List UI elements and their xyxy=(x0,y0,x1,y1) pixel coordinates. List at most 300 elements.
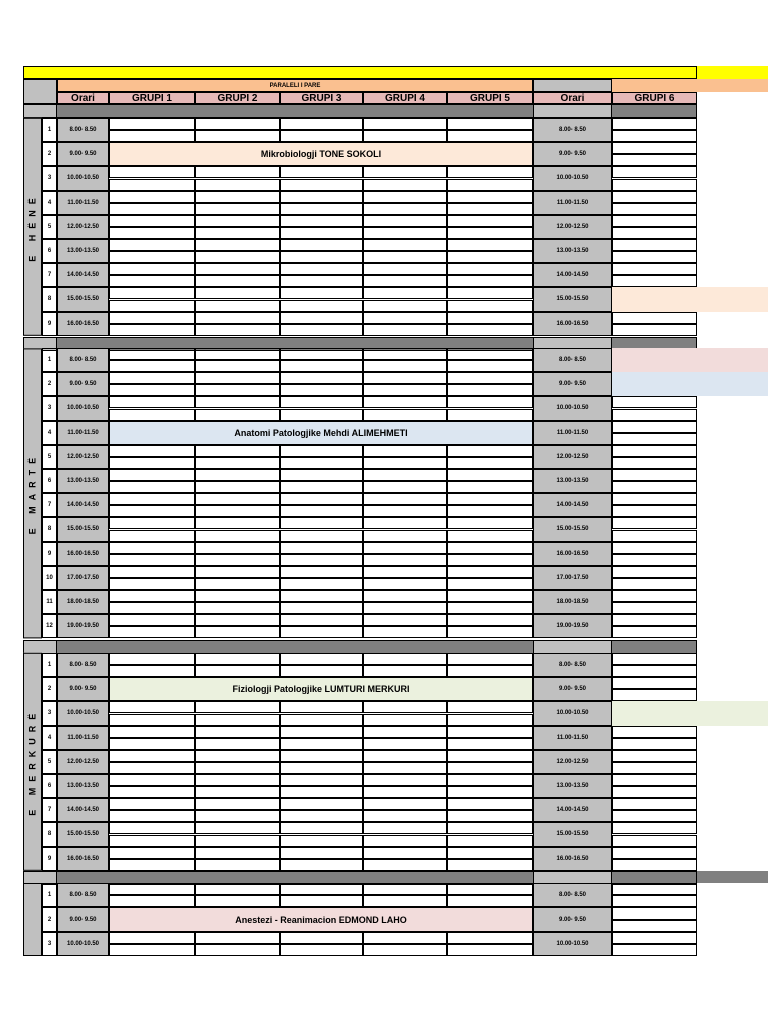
group-cell[interactable] xyxy=(109,409,195,421)
group-cell[interactable] xyxy=(195,275,280,287)
group-cell[interactable] xyxy=(195,409,280,421)
group-cell[interactable] xyxy=(447,590,533,602)
group-cell[interactable] xyxy=(447,493,533,505)
group6-cell[interactable] xyxy=(612,626,697,638)
group-cell[interactable] xyxy=(195,590,280,602)
group6-cell[interactable] xyxy=(612,786,697,798)
group-cell[interactable] xyxy=(109,786,195,798)
group6-cell[interactable] xyxy=(612,883,697,895)
group-cell[interactable] xyxy=(280,835,363,847)
group-cell[interactable] xyxy=(195,895,280,907)
group-cell[interactable] xyxy=(195,738,280,750)
group-cell[interactable] xyxy=(195,166,280,178)
group-cell[interactable] xyxy=(363,239,447,251)
group-cell[interactable] xyxy=(280,714,363,726)
group-cell[interactable] xyxy=(363,312,447,324)
group-cell[interactable] xyxy=(195,614,280,626)
group6-cell[interactable] xyxy=(612,810,697,822)
group-cell[interactable] xyxy=(109,203,195,215)
group-cell[interactable] xyxy=(447,118,533,130)
group-cell[interactable] xyxy=(195,847,280,859)
group-cell[interactable] xyxy=(195,263,280,275)
group-cell[interactable] xyxy=(447,602,533,614)
group-cell[interactable] xyxy=(280,118,363,130)
group-cell[interactable] xyxy=(280,701,363,713)
group-cell[interactable] xyxy=(195,822,280,834)
group-cell[interactable] xyxy=(447,835,533,847)
group-cell[interactable] xyxy=(109,653,195,665)
group-cell[interactable] xyxy=(363,762,447,774)
group-cell[interactable] xyxy=(195,300,280,312)
group-cell[interactable] xyxy=(447,227,533,239)
group-cell[interactable] xyxy=(109,324,195,336)
group-cell[interactable] xyxy=(447,287,533,299)
group6-cell[interactable] xyxy=(612,396,697,408)
group-cell[interactable] xyxy=(447,554,533,566)
group-cell[interactable] xyxy=(280,445,363,457)
group-cell[interactable] xyxy=(195,227,280,239)
group-cell[interactable] xyxy=(363,324,447,336)
group-cell[interactable] xyxy=(109,384,195,396)
group-cell[interactable] xyxy=(195,179,280,191)
group-cell[interactable] xyxy=(280,312,363,324)
group-cell[interactable] xyxy=(280,665,363,677)
group6-cell[interactable] xyxy=(612,505,697,517)
group-cell[interactable] xyxy=(363,847,447,859)
group-cell[interactable] xyxy=(280,505,363,517)
group-cell[interactable] xyxy=(363,750,447,762)
group6-cell[interactable] xyxy=(612,798,697,810)
group6-cell[interactable] xyxy=(612,566,697,578)
group-cell[interactable] xyxy=(109,542,195,554)
group-cell[interactable] xyxy=(363,384,447,396)
group-cell[interactable] xyxy=(447,614,533,626)
group6-cell[interactable] xyxy=(612,130,697,142)
group6-cell[interactable] xyxy=(612,239,697,251)
group-cell[interactable] xyxy=(195,774,280,786)
group-cell[interactable] xyxy=(195,762,280,774)
group6-cell[interactable] xyxy=(612,457,697,469)
group-cell[interactable] xyxy=(280,251,363,263)
group-cell[interactable] xyxy=(280,944,363,956)
group-cell[interactable] xyxy=(363,590,447,602)
group-cell[interactable] xyxy=(363,179,447,191)
group-cell[interactable] xyxy=(447,726,533,738)
group6-cell[interactable] xyxy=(612,847,697,859)
group-cell[interactable] xyxy=(280,275,363,287)
group-cell[interactable] xyxy=(280,469,363,481)
group-cell[interactable] xyxy=(447,895,533,907)
group-cell[interactable] xyxy=(447,847,533,859)
group-cell[interactable] xyxy=(109,251,195,263)
group-cell[interactable] xyxy=(280,578,363,590)
group-cell[interactable] xyxy=(363,396,447,408)
group-cell[interactable] xyxy=(447,566,533,578)
group-cell[interactable] xyxy=(363,738,447,750)
group6-cell[interactable] xyxy=(612,677,697,689)
group-cell[interactable] xyxy=(363,409,447,421)
group-cell[interactable] xyxy=(195,554,280,566)
group-cell[interactable] xyxy=(280,300,363,312)
group-cell[interactable] xyxy=(363,372,447,384)
group-cell[interactable] xyxy=(363,883,447,895)
group-cell[interactable] xyxy=(195,191,280,203)
group-cell[interactable] xyxy=(195,810,280,822)
group-cell[interactable] xyxy=(447,300,533,312)
group-cell[interactable] xyxy=(109,166,195,178)
group-cell[interactable] xyxy=(280,738,363,750)
group-cell[interactable] xyxy=(109,396,195,408)
group-cell[interactable] xyxy=(195,835,280,847)
group-cell[interactable] xyxy=(195,251,280,263)
group-cell[interactable] xyxy=(109,566,195,578)
group-cell[interactable] xyxy=(195,726,280,738)
group-cell[interactable] xyxy=(195,372,280,384)
group-cell[interactable] xyxy=(363,626,447,638)
group-cell[interactable] xyxy=(363,251,447,263)
group-cell[interactable] xyxy=(109,774,195,786)
group6-cell[interactable] xyxy=(612,215,697,227)
group-cell[interactable] xyxy=(109,191,195,203)
group6-cell[interactable] xyxy=(612,762,697,774)
group-cell[interactable] xyxy=(280,324,363,336)
group-cell[interactable] xyxy=(109,665,195,677)
group-cell[interactable] xyxy=(109,859,195,871)
group-cell[interactable] xyxy=(363,835,447,847)
group-cell[interactable] xyxy=(280,810,363,822)
group-cell[interactable] xyxy=(447,191,533,203)
group-cell[interactable] xyxy=(363,191,447,203)
group-cell[interactable] xyxy=(280,517,363,529)
group-cell[interactable] xyxy=(363,166,447,178)
group6-cell[interactable] xyxy=(612,774,697,786)
group-cell[interactable] xyxy=(280,822,363,834)
group6-cell[interactable] xyxy=(612,469,697,481)
group-cell[interactable] xyxy=(447,324,533,336)
group-cell[interactable] xyxy=(363,932,447,944)
group-cell[interactable] xyxy=(109,714,195,726)
group-cell[interactable] xyxy=(109,360,195,372)
group6-cell[interactable] xyxy=(612,421,697,433)
group-cell[interactable] xyxy=(447,130,533,142)
group-cell[interactable] xyxy=(195,348,280,360)
group-cell[interactable] xyxy=(363,130,447,142)
group-cell[interactable] xyxy=(363,822,447,834)
group6-cell[interactable] xyxy=(612,191,697,203)
group-cell[interactable] xyxy=(195,481,280,493)
group-cell[interactable] xyxy=(109,738,195,750)
group-cell[interactable] xyxy=(363,810,447,822)
group-cell[interactable] xyxy=(447,396,533,408)
group-cell[interactable] xyxy=(447,166,533,178)
group-cell[interactable] xyxy=(109,554,195,566)
group-cell[interactable] xyxy=(280,602,363,614)
group6-cell[interactable] xyxy=(612,542,697,554)
group-cell[interactable] xyxy=(109,348,195,360)
group-cell[interactable] xyxy=(280,227,363,239)
group-cell[interactable] xyxy=(447,701,533,713)
group6-cell[interactable] xyxy=(612,409,697,421)
group-cell[interactable] xyxy=(363,457,447,469)
group-cell[interactable] xyxy=(195,312,280,324)
group-cell[interactable] xyxy=(363,774,447,786)
group-cell[interactable] xyxy=(447,542,533,554)
group-cell[interactable] xyxy=(447,738,533,750)
group6-cell[interactable] xyxy=(612,142,697,154)
group-cell[interactable] xyxy=(363,786,447,798)
group-cell[interactable] xyxy=(280,348,363,360)
group-cell[interactable] xyxy=(109,300,195,312)
group-cell[interactable] xyxy=(109,835,195,847)
group-cell[interactable] xyxy=(195,798,280,810)
group6-cell[interactable] xyxy=(612,835,697,847)
group-cell[interactable] xyxy=(280,859,363,871)
group-cell[interactable] xyxy=(447,312,533,324)
group-cell[interactable] xyxy=(109,263,195,275)
group-cell[interactable] xyxy=(195,750,280,762)
group-cell[interactable] xyxy=(447,263,533,275)
group6-cell[interactable] xyxy=(612,554,697,566)
group6-cell[interactable] xyxy=(612,445,697,457)
group-cell[interactable] xyxy=(280,166,363,178)
group-cell[interactable] xyxy=(280,726,363,738)
group-cell[interactable] xyxy=(280,626,363,638)
group-cell[interactable] xyxy=(195,493,280,505)
group-cell[interactable] xyxy=(363,287,447,299)
group-cell[interactable] xyxy=(363,614,447,626)
group-cell[interactable] xyxy=(447,626,533,638)
group-cell[interactable] xyxy=(447,179,533,191)
group-cell[interactable] xyxy=(195,626,280,638)
group-cell[interactable] xyxy=(195,445,280,457)
group-cell[interactable] xyxy=(280,457,363,469)
group-cell[interactable] xyxy=(447,665,533,677)
group-cell[interactable] xyxy=(195,360,280,372)
group-cell[interactable] xyxy=(195,130,280,142)
group-cell[interactable] xyxy=(109,944,195,956)
group-cell[interactable] xyxy=(109,822,195,834)
group-cell[interactable] xyxy=(195,203,280,215)
group-cell[interactable] xyxy=(447,822,533,834)
group-cell[interactable] xyxy=(109,239,195,251)
group-cell[interactable] xyxy=(109,626,195,638)
group-cell[interactable] xyxy=(195,530,280,542)
group-cell[interactable] xyxy=(447,774,533,786)
group-cell[interactable] xyxy=(280,191,363,203)
group-cell[interactable] xyxy=(109,883,195,895)
group-cell[interactable] xyxy=(363,701,447,713)
group-cell[interactable] xyxy=(447,750,533,762)
group-cell[interactable] xyxy=(195,324,280,336)
group-cell[interactable] xyxy=(447,457,533,469)
group-cell[interactable] xyxy=(109,469,195,481)
group6-cell[interactable] xyxy=(612,481,697,493)
group-cell[interactable] xyxy=(109,457,195,469)
group-cell[interactable] xyxy=(195,542,280,554)
group-cell[interactable] xyxy=(363,714,447,726)
group-cell[interactable] xyxy=(447,944,533,956)
group-cell[interactable] xyxy=(280,409,363,421)
group-cell[interactable] xyxy=(195,578,280,590)
group-cell[interactable] xyxy=(195,701,280,713)
group-cell[interactable] xyxy=(447,481,533,493)
group-cell[interactable] xyxy=(280,554,363,566)
group-cell[interactable] xyxy=(447,384,533,396)
group-cell[interactable] xyxy=(363,944,447,956)
group6-cell[interactable] xyxy=(612,154,697,166)
group-cell[interactable] xyxy=(363,203,447,215)
group6-cell[interactable] xyxy=(612,907,697,919)
group-cell[interactable] xyxy=(447,798,533,810)
group-cell[interactable] xyxy=(109,590,195,602)
group-cell[interactable] xyxy=(280,179,363,191)
group-cell[interactable] xyxy=(280,203,363,215)
group-cell[interactable] xyxy=(280,762,363,774)
group-cell[interactable] xyxy=(447,203,533,215)
group-cell[interactable] xyxy=(447,653,533,665)
group-cell[interactable] xyxy=(363,566,447,578)
group6-cell[interactable] xyxy=(612,665,697,677)
group-cell[interactable] xyxy=(109,847,195,859)
group6-cell[interactable] xyxy=(612,227,697,239)
group-cell[interactable] xyxy=(195,287,280,299)
group-cell[interactable] xyxy=(447,275,533,287)
group-cell[interactable] xyxy=(447,883,533,895)
group-cell[interactable] xyxy=(280,750,363,762)
group6-cell[interactable] xyxy=(612,530,697,542)
group-cell[interactable] xyxy=(109,614,195,626)
group-cell[interactable] xyxy=(363,726,447,738)
group-cell[interactable] xyxy=(363,665,447,677)
group-cell[interactable] xyxy=(447,517,533,529)
group6-cell[interactable] xyxy=(612,517,697,529)
group6-cell[interactable] xyxy=(612,251,697,263)
group6-cell[interactable] xyxy=(612,263,697,275)
group-cell[interactable] xyxy=(363,602,447,614)
group-cell[interactable] xyxy=(447,505,533,517)
group6-cell[interactable] xyxy=(612,726,697,738)
group-cell[interactable] xyxy=(109,215,195,227)
group-cell[interactable] xyxy=(363,275,447,287)
group-cell[interactable] xyxy=(447,348,533,360)
group-cell[interactable] xyxy=(363,360,447,372)
group-cell[interactable] xyxy=(447,762,533,774)
group6-cell[interactable] xyxy=(612,944,697,956)
group-cell[interactable] xyxy=(280,847,363,859)
group6-cell[interactable] xyxy=(612,653,697,665)
group-cell[interactable] xyxy=(447,251,533,263)
group-cell[interactable] xyxy=(195,665,280,677)
group-cell[interactable] xyxy=(195,859,280,871)
group-cell[interactable] xyxy=(447,578,533,590)
group-cell[interactable] xyxy=(280,774,363,786)
group-cell[interactable] xyxy=(447,372,533,384)
group-cell[interactable] xyxy=(109,762,195,774)
group-cell[interactable] xyxy=(280,215,363,227)
group-cell[interactable] xyxy=(195,469,280,481)
group-cell[interactable] xyxy=(280,530,363,542)
group-cell[interactable] xyxy=(363,578,447,590)
group-cell[interactable] xyxy=(363,517,447,529)
group-cell[interactable] xyxy=(195,384,280,396)
group6-cell[interactable] xyxy=(612,179,697,191)
group-cell[interactable] xyxy=(109,275,195,287)
group-cell[interactable] xyxy=(109,505,195,517)
group-cell[interactable] xyxy=(447,530,533,542)
group-cell[interactable] xyxy=(363,798,447,810)
group-cell[interactable] xyxy=(280,372,363,384)
group-cell[interactable] xyxy=(195,505,280,517)
group-cell[interactable] xyxy=(280,287,363,299)
group-cell[interactable] xyxy=(363,554,447,566)
group-cell[interactable] xyxy=(109,932,195,944)
group-cell[interactable] xyxy=(109,895,195,907)
group-cell[interactable] xyxy=(195,566,280,578)
group-cell[interactable] xyxy=(280,239,363,251)
group-cell[interactable] xyxy=(447,810,533,822)
group-cell[interactable] xyxy=(363,445,447,457)
group-cell[interactable] xyxy=(280,263,363,275)
group-cell[interactable] xyxy=(195,239,280,251)
group-cell[interactable] xyxy=(280,798,363,810)
group-cell[interactable] xyxy=(280,895,363,907)
group-cell[interactable] xyxy=(363,348,447,360)
group6-cell[interactable] xyxy=(612,275,697,287)
group-cell[interactable] xyxy=(109,517,195,529)
group-cell[interactable] xyxy=(109,798,195,810)
group-cell[interactable] xyxy=(363,300,447,312)
group-cell[interactable] xyxy=(447,445,533,457)
group6-cell[interactable] xyxy=(612,433,697,445)
group-cell[interactable] xyxy=(195,944,280,956)
group-cell[interactable] xyxy=(363,493,447,505)
group-cell[interactable] xyxy=(447,239,533,251)
group-cell[interactable] xyxy=(280,542,363,554)
group-cell[interactable] xyxy=(280,360,363,372)
group-cell[interactable] xyxy=(109,726,195,738)
group-cell[interactable] xyxy=(195,883,280,895)
group-cell[interactable] xyxy=(363,469,447,481)
group-cell[interactable] xyxy=(447,469,533,481)
group-cell[interactable] xyxy=(109,578,195,590)
group-cell[interactable] xyxy=(195,653,280,665)
group-cell[interactable] xyxy=(280,396,363,408)
group-cell[interactable] xyxy=(109,481,195,493)
group-cell[interactable] xyxy=(280,481,363,493)
group-cell[interactable] xyxy=(280,130,363,142)
group-cell[interactable] xyxy=(447,409,533,421)
group-cell[interactable] xyxy=(109,445,195,457)
group-cell[interactable] xyxy=(280,653,363,665)
group-cell[interactable] xyxy=(109,227,195,239)
group-cell[interactable] xyxy=(363,118,447,130)
group-cell[interactable] xyxy=(363,895,447,907)
group-cell[interactable] xyxy=(363,542,447,554)
group-cell[interactable] xyxy=(363,653,447,665)
group6-cell[interactable] xyxy=(612,895,697,907)
group-cell[interactable] xyxy=(109,312,195,324)
group-cell[interactable] xyxy=(109,118,195,130)
group6-cell[interactable] xyxy=(612,932,697,944)
group-cell[interactable] xyxy=(109,372,195,384)
group-cell[interactable] xyxy=(363,859,447,871)
group6-cell[interactable] xyxy=(612,822,697,834)
group-cell[interactable] xyxy=(280,614,363,626)
group6-cell[interactable] xyxy=(612,738,697,750)
group-cell[interactable] xyxy=(109,179,195,191)
group6-cell[interactable] xyxy=(612,166,697,178)
group-cell[interactable] xyxy=(363,227,447,239)
